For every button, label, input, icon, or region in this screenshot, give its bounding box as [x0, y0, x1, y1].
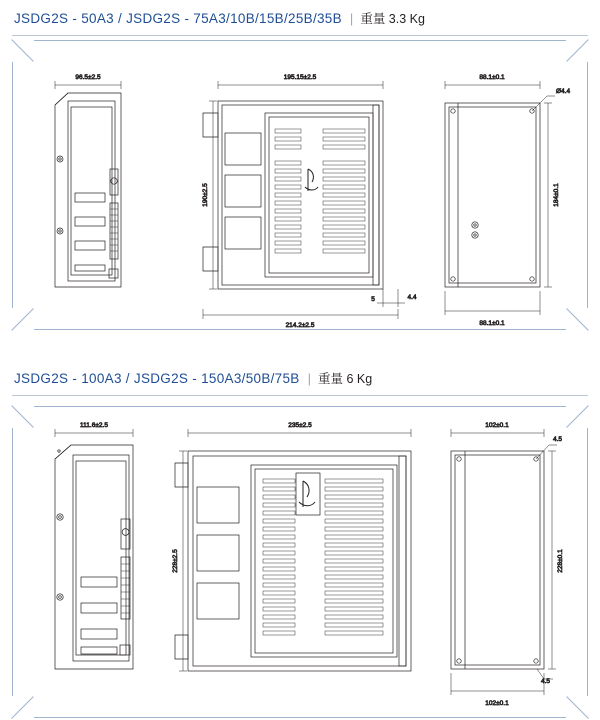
dim-plate-flange-2: 4.5 — [541, 678, 551, 685]
dim-front-height-1: 190±2.5 — [202, 183, 209, 207]
panel-notch-bottom-right — [566, 308, 588, 330]
dim-plate-hole-1: Ø4.4 — [556, 88, 571, 95]
dim-front-flange-1: 4.4 — [407, 294, 417, 301]
dim-plate-width-bottom-2: 102±0.1 — [485, 700, 509, 707]
section-1-weight: 重量 3.3 Kg — [360, 12, 425, 26]
dim-plate-hole-2: 4.5 — [553, 436, 563, 443]
section-1-separator: | — [349, 10, 354, 26]
dim-front-width-top-2: 235±2.5 — [288, 422, 312, 429]
panel-notch-bottom-left — [12, 308, 34, 330]
section-1-rule — [12, 35, 588, 36]
panel2-notch-bottom-right — [566, 696, 588, 718]
section-2-weight: 重量 6 Kg — [318, 372, 373, 386]
product-section-1 — [0, 0, 600, 329]
dim-plate-height-2: 228±0.1 — [557, 549, 564, 573]
section-1-heading — [0, 0, 600, 36]
panel2-notch-top-left — [12, 406, 34, 428]
dim-front-width-top-1: 195.15±2.5 — [283, 74, 317, 81]
section-1-title: JSDG2S - 50A3 / JSDG2S - 75A3/10B/15B/25B/35B — [14, 10, 342, 26]
dim-front-gap-1: 5 — [371, 296, 375, 303]
dim-side-width-1: 96.5±2.5 — [75, 74, 101, 81]
section-2-separator: | — [307, 370, 311, 386]
section-2-title: JSDG2S - 100A3 / JSDG2S - 150A3/50B/75B — [14, 370, 300, 386]
section-2-drawing-panel — [12, 406, 588, 718]
dim-plate-height-1: 184±0.1 — [553, 183, 560, 207]
section-2-heading — [0, 360, 600, 396]
product-section-2 — [0, 360, 600, 707]
dim-side-width-2: 111.6±2.5 — [80, 422, 108, 429]
dim-plate-width-bottom-1: 88.1±0.1 — [479, 320, 505, 327]
section-1-technical-drawing — [13, 41, 587, 329]
section-1-drawing-panel — [12, 40, 588, 330]
dim-front-height-2: 228±2.5 — [172, 549, 179, 573]
dim-plate-width-top-1: 88.1±0.1 — [479, 74, 505, 81]
section-2-rule — [12, 395, 588, 396]
panel-notch-top-right — [566, 40, 588, 62]
section-2-technical-drawing — [13, 407, 587, 717]
dim-plate-width-top-2: 102±0.1 — [485, 422, 509, 429]
panel-notch-top-left — [12, 40, 34, 62]
panel2-notch-top-right — [566, 406, 588, 428]
panel2-notch-bottom-left — [12, 696, 34, 718]
dim-front-width-bottom-1: 214.2±2.5 — [285, 322, 315, 329]
